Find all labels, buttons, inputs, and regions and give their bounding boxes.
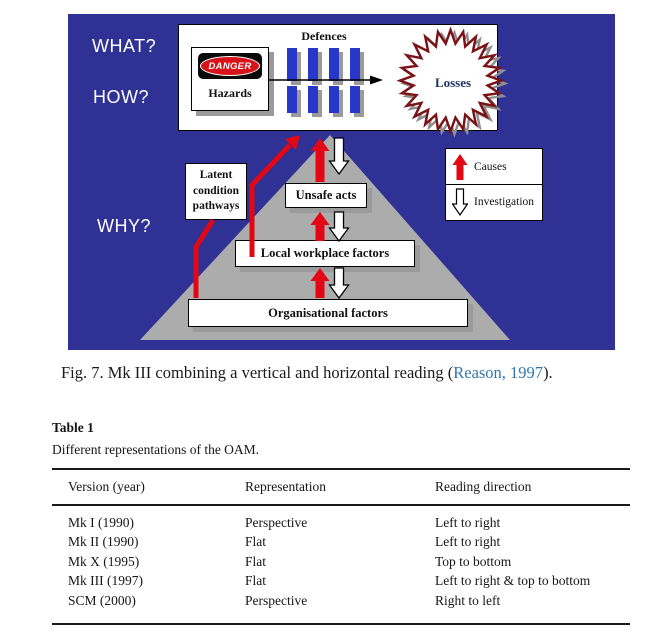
- legend-investigation-row: [445, 184, 543, 221]
- cell-reading-direction: Right to left: [435, 593, 501, 608]
- caption-text: Fig. 7. Mk III combining a vertical and horizontal reading (: [61, 363, 454, 382]
- question-why-label: WHY?: [97, 216, 152, 236]
- question-how-label: HOW?: [93, 87, 149, 107]
- hazards-box: [191, 47, 269, 111]
- figure-legend: [445, 148, 543, 221]
- cell-reading-direction: Top to bottom: [435, 554, 512, 569]
- table-row: [52, 554, 630, 572]
- unsafe-acts-box: Unsafe acts: [285, 183, 367, 208]
- danger-sign-text: DANGER: [200, 56, 260, 76]
- latent-condition-pathways-box: [185, 163, 247, 220]
- question-what-label: WHAT?: [92, 36, 157, 56]
- cell-representation: Flat: [245, 534, 267, 549]
- table-subtitle: Different representations of the OAM.: [52, 442, 260, 457]
- cell-representation: Perspective: [245, 515, 308, 530]
- table-row: [52, 573, 630, 591]
- latent-line: condition: [192, 184, 239, 197]
- hazards-label: Hazards: [208, 86, 252, 100]
- defence-bar-icon: [308, 86, 318, 113]
- table-row: [52, 515, 630, 533]
- legend-causes-row: [445, 148, 543, 185]
- legend-investigation-label: Investigation: [474, 196, 535, 209]
- local-workplace-factors-box: Local workplace factors: [235, 240, 415, 267]
- cell-representation: Perspective: [245, 593, 308, 608]
- column-header: Reading direction: [435, 479, 532, 494]
- cell-version: Mk I (1990): [68, 515, 134, 530]
- latent-line: pathways: [192, 200, 240, 213]
- caption-text-end: ).: [543, 363, 553, 382]
- organisational-factors-box: Organisational factors: [188, 299, 468, 327]
- cell-version: SCM (2000): [68, 593, 136, 608]
- cell-reading-direction: Left to right: [435, 515, 501, 530]
- table-header-row: [52, 479, 630, 497]
- hazard-trajectory-arrow-icon: [267, 73, 387, 87]
- legend-causes-label: Causes: [474, 160, 507, 173]
- table-bottom-rule: [52, 623, 630, 625]
- losses-label: Losses: [434, 75, 472, 90]
- defences-label: Defences: [301, 29, 347, 43]
- defences-panel: [178, 24, 498, 131]
- defence-bar-icon: [329, 86, 339, 113]
- losses-starburst-icon: [397, 27, 509, 139]
- column-header: Representation: [245, 479, 326, 494]
- cell-reading-direction: Left to right: [435, 534, 501, 549]
- table-top-rule: [52, 468, 630, 470]
- citation-link[interactable]: Reason, 1997: [453, 363, 544, 382]
- figure-7-oam-diagram: [68, 14, 615, 350]
- table-row: [52, 534, 630, 552]
- table-row: [52, 593, 630, 611]
- cell-version: Mk X (1995): [68, 554, 140, 569]
- table-header-rule: [52, 504, 630, 506]
- investigation-down-arrow-icon: [452, 188, 468, 216]
- cell-version: Mk III (1997): [68, 573, 143, 588]
- causes-up-arrow-icon: [452, 153, 468, 181]
- defence-bar-icon: [287, 86, 297, 113]
- danger-sign-icon: [198, 53, 262, 79]
- cell-representation: Flat: [245, 573, 267, 588]
- latent-line: Latent: [199, 169, 233, 182]
- cell-reading-direction: Left to right & top to bottom: [435, 573, 591, 588]
- cell-version: Mk II (1990): [68, 534, 139, 549]
- defence-bar-icon: [350, 86, 360, 113]
- figure-caption: [61, 363, 621, 383]
- table-title: Table 1: [52, 420, 94, 435]
- column-header: Version (year): [68, 479, 145, 494]
- cell-representation: Flat: [245, 554, 267, 569]
